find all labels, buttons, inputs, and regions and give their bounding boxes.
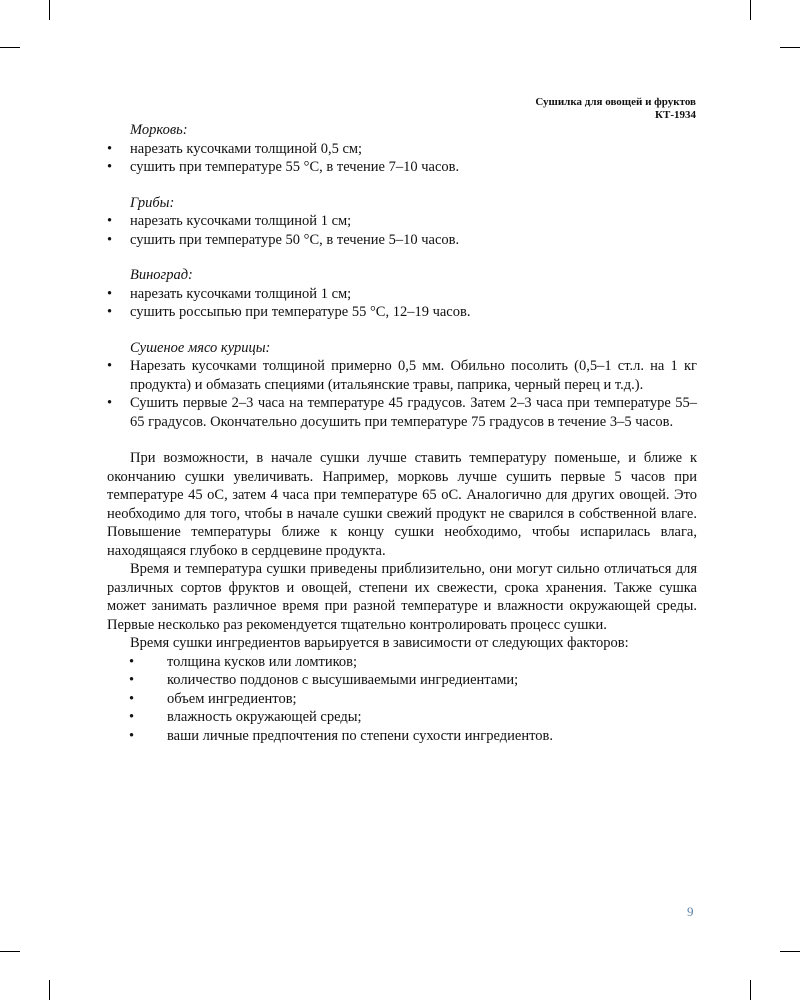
bullet-icon: • [129, 672, 135, 688]
bullet-icon: • [129, 727, 135, 744]
crop-mark [780, 47, 800, 48]
bullet-icon: • [107, 213, 113, 229]
page-number: 9 [687, 904, 694, 919]
list-item: • нарезать кусочками толщиной 0,5 см; [107, 140, 363, 157]
crop-mark [49, 980, 50, 1000]
running-header [535, 96, 696, 122]
section-title-grapes: Виноград: [130, 267, 193, 283]
list-item: • сушить при температуре 55 °С, в течение 7–10 часов. [107, 159, 460, 175]
bullet-icon: • [107, 358, 113, 374]
list-item: • толщина кусков или ломтиков; [129, 653, 358, 670]
list-item: • нарезать кусочками толщиной 1 см; [107, 285, 352, 302]
crop-mark [0, 951, 20, 952]
paragraph-factors-intro: Время сушки ингредиентов варьируется в зависимости от следующих факторов: [130, 635, 629, 651]
list-item: • влажность окружающей среды; [129, 709, 362, 725]
section-title-mushrooms: Грибы: [130, 194, 175, 211]
list-item: • Нарезать кусочками толщиной примерно 0,5 мм. Обильно посолить (0,5–1 ст.л. на 1 кг продукта) и обмазать специями (итальянские травы, паприка, черный перец и т.д.). [107, 358, 697, 393]
list-item: • сушить при температуре 50 °С, в течение 5–10 часов. [107, 231, 460, 248]
section-title-chicken: Сушеное мясо курицы: [130, 339, 271, 356]
list-item: • сушить россыпью при температуре 55 °С, 12–19 часов. [107, 304, 471, 320]
bullet-icon: • [107, 285, 113, 302]
paragraph-time-approx: Время и температура сушки приведены приблизительно, они могут сильно отличаться для различных сортов фруктов и овощей, степени их свежести, срока хранения. Также сушка может занимать различное время при разной температуре и влажности окружающей среды. Первые несколько раз рекомендуется тщательно контролировать процесс сушки. [107, 561, 697, 633]
section-title-carrot: Морковь: [130, 122, 188, 138]
list-item: • количество поддонов с высушиваемыми ингредиентами; [129, 672, 519, 688]
bullet-icon: • [107, 304, 113, 320]
bullet-icon: • [129, 709, 135, 725]
header-model: КТ-1934 [655, 109, 696, 121]
list-item: • ваши личные предпочтения по степени сухости ингредиентов. [129, 727, 553, 744]
bullet-icon: • [107, 231, 113, 248]
list-item: • объем ингредиентов; [129, 690, 297, 707]
list-item: • нарезать кусочками толщиной 1 см; [107, 213, 352, 229]
list-item: • Сушить первые 2–3 часа на температуре 45 градусов. Затем 2–3 часа при температуре 55–65 градусов. Окончательно досушить при температуре 75 градусов в течение 3–5 часов. [107, 395, 697, 430]
paragraph-temperature: При возможности, в начале сушки лучше ставить температуру поменьше, и ближе к окончанию сушки увеличивать. Например, морковь лучше сушить первые 5 часов при температуре 45 оС, затем 4 часа при температуре 65 оС. Аналогично для других овощей. Это необходимо для того, чтобы в начале сушки свежий продукт не сварился в собственной влаге. Повышение температуры ближе к концу сушки необходимо, чтобы испарилась влага, находящаяся глубоко в сердцевине продукта. [107, 450, 697, 559]
bullet-icon: • [129, 653, 135, 670]
page-content [107, 121, 697, 745]
crop-mark [780, 951, 800, 952]
bullet-icon: • [129, 690, 135, 707]
crop-mark [0, 47, 20, 48]
bullet-icon: • [107, 159, 113, 175]
crop-mark [750, 0, 751, 20]
bullet-icon: • [107, 395, 113, 411]
crop-mark [750, 980, 751, 1000]
crop-mark [49, 0, 50, 20]
bullet-icon: • [107, 140, 113, 157]
header-title: Сушилка для овощей и фруктов [535, 96, 696, 108]
